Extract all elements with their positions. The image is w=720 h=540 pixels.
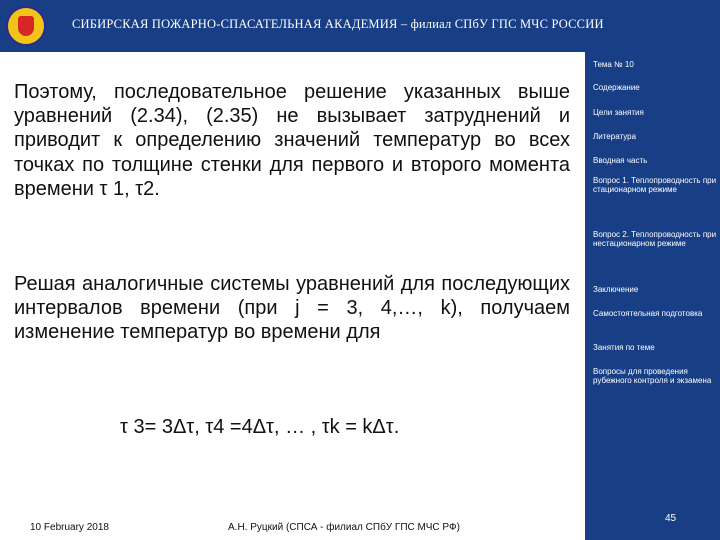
academy-emblem-icon bbox=[6, 6, 46, 46]
nav-self-study[interactable]: Самостоятельная подготовка bbox=[593, 309, 703, 318]
nav-introduction[interactable]: Вводная часть bbox=[593, 156, 648, 165]
nav-lessons-on-topic[interactable]: Занятия по теме bbox=[593, 343, 655, 352]
nav-literature[interactable]: Литература bbox=[593, 132, 637, 141]
paragraph-2: Решая аналогичные системы уравнений для последующих интервалов времени (при j = 3, 4,…, k), получаем изменение температур во времени для bbox=[14, 273, 570, 344]
slide-content bbox=[0, 52, 585, 540]
nav-contents[interactable]: Содержание bbox=[593, 83, 640, 92]
footer-author: А.Н. Руцкий (СПСА - филиал СПбУ ГПС МЧС РФ) bbox=[228, 522, 460, 533]
navigation-sidebar bbox=[585, 52, 720, 540]
nav-topic-10[interactable]: Тема № 10 bbox=[593, 60, 634, 69]
nav-exam-questions[interactable]: Вопросы для проведения рубежного контроля и экзамена bbox=[593, 367, 712, 385]
nav-conclusion[interactable]: Заключение bbox=[593, 285, 639, 294]
header-title: СИБИРСКАЯ ПОЖАРНО-СПАСАТЕЛЬНАЯ АКАДЕМИЯ – филиал СПбУ ГПС МЧС РОССИИ bbox=[72, 17, 604, 31]
time-formula: τ 3= 3Δτ, τ4 =4Δτ, … , τk = kΔτ. bbox=[120, 416, 400, 438]
nav-question-1[interactable]: Вопрос 1. Теплопроводность при стационарном режиме bbox=[593, 176, 717, 194]
slide-header bbox=[0, 0, 720, 52]
nav-goals[interactable]: Цели занятия bbox=[593, 108, 644, 117]
page-number: 45 bbox=[665, 513, 677, 524]
footer-date: 10 February 2018 bbox=[30, 522, 109, 533]
paragraph-1: Поэтому, последовательное решение указанных выше уравнений (2.34), (2.35) не вызывает затруднений и приводит к определению значений температур во всех точках по толщине стенки для первого и второго момента времени τ 1, τ2. bbox=[14, 81, 570, 200]
nav-question-2[interactable]: Вопрос 2. Теплопроводность при нестационарном режиме bbox=[593, 230, 717, 248]
